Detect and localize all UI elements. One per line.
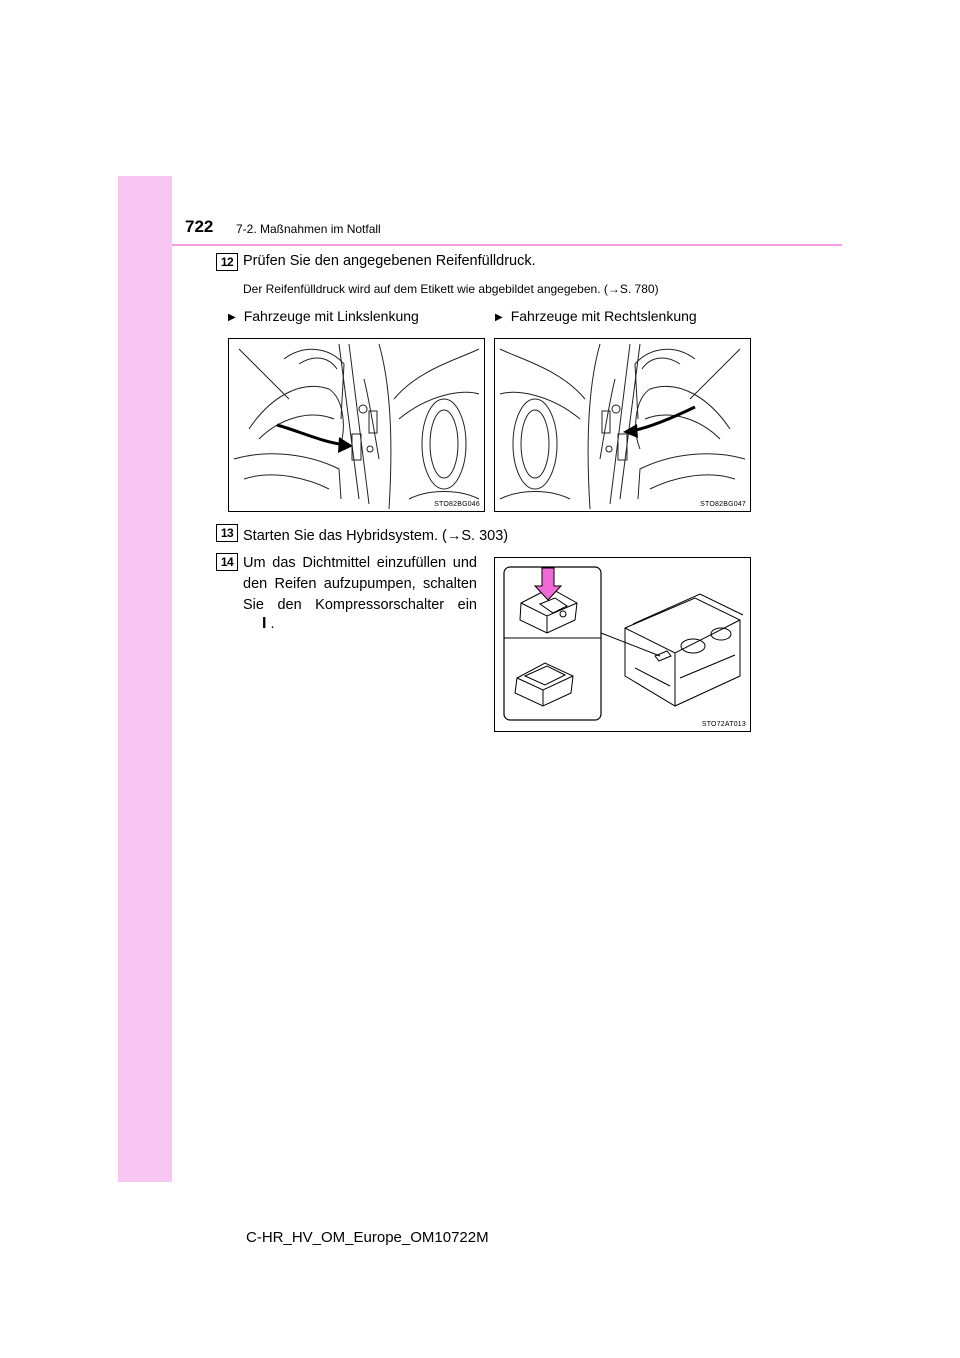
caption-right-label: Fahrzeuge mit Rechtslenkung [510,308,697,324]
step-14-text: Um das Dichtmittel einzufüllen und den Reifen aufzupumpen, schalten Sie den Kompressorschalter ein [243,555,477,613]
step-12-badge: 12 [216,253,238,271]
figure-code-right: STO82BG047 [700,501,746,508]
bullet-triangle-icon: ▶ [495,312,503,323]
figure-compressor-switch [494,557,751,732]
header-rule [172,244,842,246]
caption-right-hand-drive [495,308,697,324]
bullet-triangle-icon: ▶ [228,312,236,323]
step-13-badge: 13 [216,524,238,542]
figure-code-compressor: STO72AT013 [701,721,746,728]
figure-code-left: STO82BG046 [434,501,480,508]
door-pillar-label-illustration-left [229,339,484,511]
caption-left-label: Fahrzeuge mit Linkslenkung [243,308,419,324]
page-number: 722 [185,217,214,236]
compressor-switch-on-symbol: I [262,615,267,632]
section-title: 7-2. Maßnahmen im Notfall [236,222,381,236]
compressor-switch-illustration [495,558,750,731]
step-12-text: Prüfen Sie den angegebenen Reifenfülldruck. [243,253,536,269]
side-tab-band [118,176,172,1182]
footer-document-id: C-HR_HV_OM_Europe_OM10722M [246,1229,489,1246]
step-14-switch-symbol-line [262,615,274,633]
caption-left-hand-drive [228,308,419,324]
figure-right-hand-drive [494,338,751,512]
door-pillar-label-illustration-right [495,339,750,511]
step-13-text: Starten Sie das Hybridsystem. (→S. 303) [243,528,509,544]
step-14-period: . [270,616,275,632]
step-14-badge: 14 [216,553,238,571]
figure-left-hand-drive [228,338,485,512]
step-12-note: Der Reifenfülldruck wird auf dem Etikett wie abgebildet angegeben. (→S. 780) [243,282,659,296]
